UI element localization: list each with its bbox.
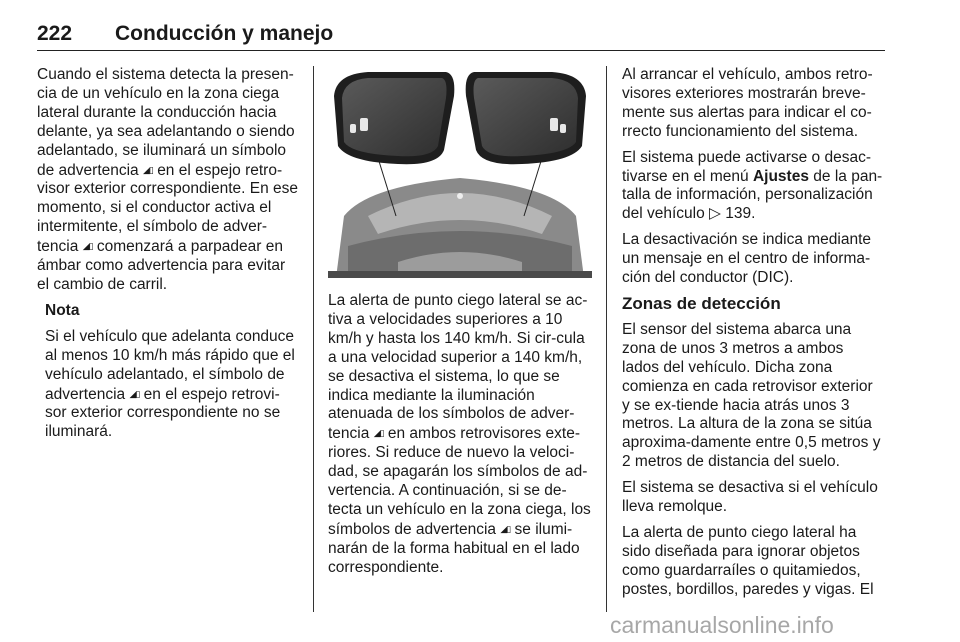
column-middle <box>328 292 592 585</box>
paragraph: Al arrancar el vehículo, ambos retro-visores exteriores mostrarán breve-mente sus alertas para indicar el co-rrecto funcionamiento del sistema. <box>622 66 873 140</box>
column-right <box>622 66 884 607</box>
car-mirrors-figure <box>328 66 592 278</box>
blind-spot-warning-icon: ◢▯ <box>129 388 140 399</box>
section-heading: Zonas de detección <box>622 293 781 313</box>
paragraph: La desactivación se indica mediante un mensaje en el centro de informa-ción del conductor (DIC). <box>622 231 872 287</box>
page-reference-arrow-icon: ▷ <box>709 205 721 223</box>
mirror-illustration <box>328 66 592 278</box>
watermark: carmanualsonline.info <box>610 612 834 638</box>
paragraph: Cuando el sistema detecta la presen-cia de un vehículo en la zona ciega lateral durante la conducción hacia delante, ya sea adelantando o siendo adelantado, se iluminará un símbolo de advertencia ◢▯ en el espejo retro-visor exterior correspondiente. En ese momento, si el conductor activa el intermitente, el símbolo de adver-tencia ◢▯ comenzará a parpadear en ámbar como advertencia para evitar el cambio de carril. <box>37 66 299 293</box>
paragraph: La alerta de punto ciego lateral ha sido diseñada para ignorar objetos como guardarraíles o quitamiedos, postes, bordillos, paredes y vigas. El <box>622 523 874 598</box>
blind-spot-warning-icon: ◢▯ <box>82 241 93 252</box>
page-reference[interactable]: 139. <box>725 205 756 223</box>
blind-spot-warning-icon: ◢▯ <box>373 428 384 439</box>
menu-name-ajustes: Ajustes <box>752 167 809 185</box>
note-title: Nota <box>45 301 80 319</box>
blind-spot-warning-icon: ◢▯ <box>143 164 153 175</box>
column-divider <box>606 66 607 612</box>
note-text: Si el vehículo que adelanta conduce al menos 10 km/h más rápido que el vehículo adelantado, el símbolo de advertencia ◢▯ en el espejo retrovi-sor exterior correspondiente no se iluminará. <box>45 327 295 441</box>
column-left <box>37 66 299 449</box>
note-box <box>45 302 299 442</box>
column-divider <box>313 66 314 612</box>
paragraph: La alerta de punto ciego lateral se ac-tiva a velocidades superiores a 10 km/h y hasta los 140 km/h. Si cir-cula a una velocidad superior a 140 km/h, se desactiva el sistema, lo que se indica mediante la iluminación atenuada de los símbolos de adver-tencia ◢▯ en ambos retrovisores exte-riores. Si reduce de nuevo la veloci-dad, se apagarán los símbolos de ad-vertencia. A continuación, si se de-tecta un vehículo en la zona ciega, los símbolos de advertencia ◢▯ se ilumi-narán de la forma habitual en el lado correspondiente. <box>328 292 591 576</box>
chapter-title: Conducción y manejo <box>115 22 334 45</box>
page-header <box>37 20 885 51</box>
paragraph: El sensor del sistema abarca una zona de unos 3 metros a ambos lados del vehículo. Dicha zona comienza en cada retrovisor exterior y se ex-tiende hacia atrás unos 3 metros. La altura de la zona se sitúa aproxima-damente entre 0,5 metros y 2 metros de distancia del suelo. <box>622 320 881 471</box>
blind-spot-warning-icon: ◢▯ <box>500 523 511 534</box>
page-number: 222 <box>37 22 73 45</box>
paragraph: El sistema puede activarse o desac-tivarse en el menú Ajustes de la pan-talla de información, personalización del vehículo ▷ 139. <box>622 148 883 223</box>
paragraph: El sistema se desactiva si el vehículo lleva remolque. <box>622 479 878 516</box>
